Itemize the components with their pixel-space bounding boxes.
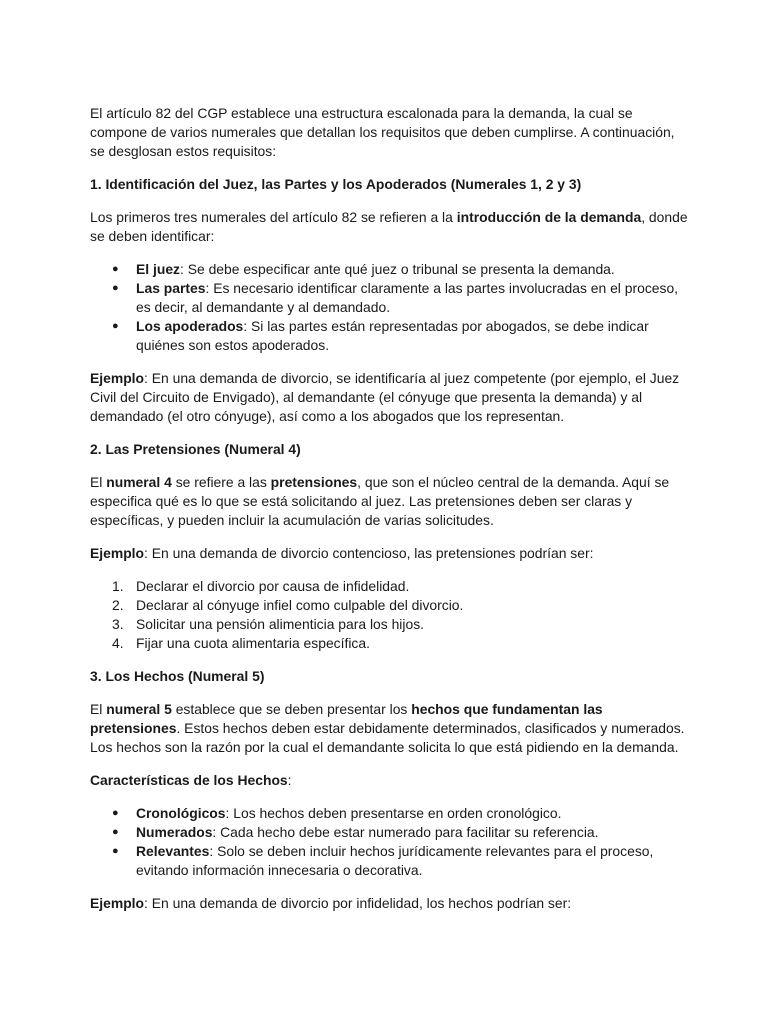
list-item [90,577,690,596]
text-run: El [90,474,107,490]
bold-text: hechos que fundamentan las pretensiones [90,701,603,736]
example-text: : En una demanda de divorcio contencioso, las pretensiones podrían ser: [144,545,594,561]
list-number: 3. [112,616,124,632]
bold-text: introducción de la demanda [456,209,642,225]
list-item [90,842,690,880]
list-item-term: El juez [136,261,180,277]
example-text: : En una demanda de divorcio por infidelidad, los hechos podrían ser: [144,895,572,911]
section-2-heading: 2. Las Pretensiones (Numeral 4) [90,441,301,457]
section-3-example [90,894,690,913]
text-run: establece que se deben presentar los [171,701,412,717]
list-item-term: Relevantes [136,843,210,859]
bullet-icon: ● [112,282,119,294]
text-run: , que son el núcleo central de la demanda. Aquí se especifica qué es lo que se está solicitando al juez. Las pretensiones deben ser claras y específicas, y pueden incluir la acumulación de varias solicitudes. [90,474,670,528]
example-label: Ejemplo [90,545,145,561]
list-item-text: Declarar el divorcio por causa de infidelidad. [136,578,410,594]
list-number: 1. [112,578,124,594]
section-1-paragraph [90,208,690,246]
list-item-term: Los apoderados [136,318,244,334]
document-body [90,104,690,927]
list-item [90,279,690,317]
bullet-icon: ● [112,320,119,332]
text-run: . Estos hechos deben estar debidamente determinados, clasificados y numerados. Los hechos son la razón por la cual el demandante solicita lo que está pidiendo en la demanda. [90,720,685,755]
example-label: Ejemplo [90,370,145,386]
list-item-text: : Si las partes están representadas por abogados, se debe indicar quiénes son estos apoderados. [136,318,649,353]
list-item-text: Declarar al cónyuge infiel como culpable del divorcio. [136,597,464,613]
list-item-text: : Solo se deben incluir hechos jurídicamente relevantes para el proceso, evitando información innecesaria o decorativa. [136,843,654,878]
bold-text: Características de los Hechos [90,772,288,788]
example-label: Ejemplo [90,895,145,911]
list-item-text: : Se debe especificar ante qué juez o tribunal se presenta la demanda. [180,261,615,277]
bold-text: pretensiones [270,474,358,490]
text-run: : [287,772,292,788]
list-item-term: Numerados [136,824,213,840]
section-2-example [90,544,690,563]
section-2-paragraph [90,473,690,530]
section-3-heading: 3. Los Hechos (Numeral 5) [90,668,265,684]
intro-paragraph: El artículo 82 del CGP establece una estructura escalonada para la demanda, la cual se compone de varios numerales que detallan los requisitos que deben cumplirse. A continuación, se desglosan estos requisitos: [90,105,675,159]
list-item [90,596,690,615]
section-1-heading: 1. Identificación del Juez, las Partes y los Apoderados (Numerales 1, 2 y 3) [90,176,582,192]
bullet-icon: ● [112,845,119,857]
bullet-icon: ● [112,807,119,819]
list-item-text: Solicitar una pensión alimenticia para los hijos. [136,616,425,632]
list-item-term: Cronológicos [136,805,226,821]
list-item-term: Las partes [136,280,206,296]
section-1-bullet-list [90,260,690,355]
text-run: El [90,701,107,717]
list-item-text: : Los hechos deben presentarse en orden cronológico. [225,805,562,821]
example-text: : En una demanda de divorcio, se identificaría al juez competente (por ejemplo, el Juez Civil del Circuito de Envigado), al demandante (el cónyuge que presenta la demanda) y al demandado (el otro cónyuge), así como a los abogados que los representan. [90,370,680,424]
list-item [90,823,690,842]
list-item-text: Fijar una cuota alimentaria específica. [136,635,370,651]
section-3-paragraph [90,700,690,757]
text-run: Los primeros tres numerales del artículo 82 se refieren a la [90,209,457,225]
bullet-icon: ● [112,826,119,838]
list-item [90,615,690,634]
list-item [90,260,690,279]
list-item [90,317,690,355]
section-1-example [90,369,690,426]
list-item [90,804,690,823]
bullet-icon: ● [112,263,119,275]
list-number: 2. [112,597,124,613]
section-2-numbered-list [90,577,690,653]
list-item [90,634,690,653]
bold-text: numeral 5 [106,701,172,717]
bold-text: numeral 4 [106,474,172,490]
section-3-bullet-list [90,804,690,880]
text-run: se refiere a las [171,474,271,490]
section-3-characteristics-label [90,771,690,790]
list-item-text: : Es necesario identificar claramente a las partes involucradas en el proceso, es decir, al demandante y al demandado. [136,280,679,315]
list-item-text: : Cada hecho debe estar numerado para facilitar su referencia. [212,824,599,840]
list-number: 4. [112,635,124,651]
text-run: , donde se deben identificar: [90,209,688,244]
